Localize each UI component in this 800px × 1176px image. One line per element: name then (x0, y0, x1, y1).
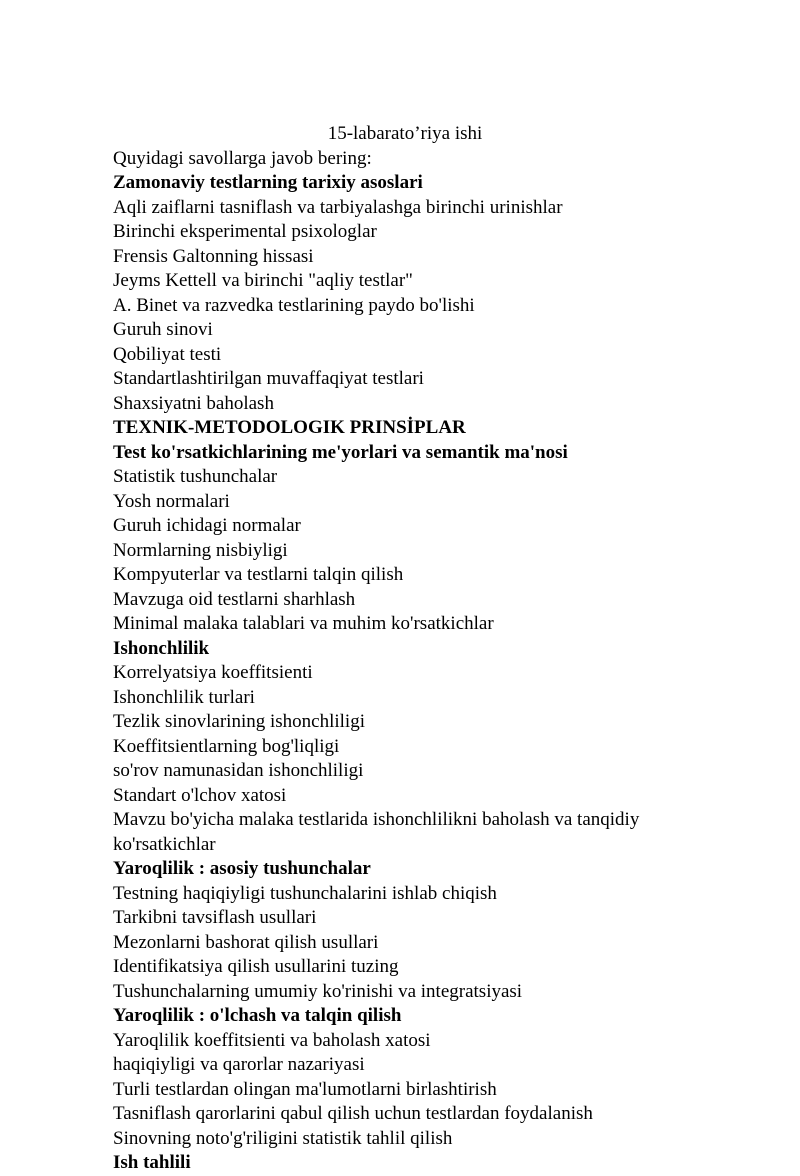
document-line: so'rov namunasidan ishonchliligi (113, 760, 364, 781)
document-line: Aqli zaiflarni tasniflash va tarbiyalashga birinchi urinishlar (113, 196, 563, 218)
document-line: Guruh sinovi (113, 319, 213, 340)
document-line: Mavzu bo'yicha malaka testlarida ishonchlilikni baholash va tanqidiy ko'rsatkichlar (113, 809, 645, 855)
document-line: Mezonlarni bashorat qilish usullari (113, 931, 379, 953)
document-line: Minimal malaka talablari va muhim ko'rsatkichlar (113, 613, 494, 634)
document-line: Mavzuga oid testlarni sharhlash (113, 588, 356, 610)
document-line: Test ko'rsatkichlarining me'yorlari va semantik ma'nosi (113, 441, 568, 463)
document-line: Birinchi eksperimental psixologlar (113, 221, 377, 242)
document-line: Tarkibni tavsiflash usullari (113, 907, 317, 928)
document-line: Standartlashtirilgan muvaffaqiyat testlari (113, 368, 424, 389)
document-line: Yaroqlilik koeffitsienti va baholash xatosi (113, 1029, 431, 1051)
document-line: Jeyms Kettell va birinchi "aqliy testlar" (113, 270, 413, 291)
document-line: Testning haqiqiyligi tushunchalarini ishlab chiqish (113, 882, 497, 904)
document-line: haqiqiyligi va qarorlar nazariyasi (113, 1054, 365, 1075)
document-line: Sinovning noto'g'riligini statistik tahlil qilish (113, 1127, 453, 1149)
document-line: Normlarning nisbiyligi (113, 539, 288, 561)
document-line: A. Binet va razvedka testlarining paydo bo'lishi (113, 294, 475, 316)
document-line: Guruh ichidagi normalar (113, 515, 301, 536)
document-line: Statistik tushunchalar (113, 466, 278, 487)
document-line: Yosh normalari (113, 490, 230, 512)
document-line: Frensis Galtonning hissasi (113, 245, 314, 267)
document-body (113, 147, 745, 1176)
document-line: Zamonaviy testlarning tarixiy asoslari (113, 172, 423, 193)
document-line: Qobiliyat testi (113, 343, 222, 365)
document-title: 15-labarato’riya ishi (327, 123, 483, 144)
document-line: TEXNIK-METODOLOGIK PRINSİPLAR (113, 417, 466, 438)
document-line: Yaroqlilik : o'lchash va talqin qilish (113, 1005, 402, 1026)
document-line: Ishonchlilik turlari (113, 686, 255, 708)
document-line: Korrelyatsiya koeffitsienti (113, 662, 313, 683)
document-line: Yaroqlilik : asosiy tushunchalar (113, 858, 371, 879)
document-line: Tezlik sinovlarining ishonchliligi (113, 711, 365, 732)
document-line: Kompyuterlar va testlarni talqin qilish (113, 564, 404, 585)
document-line: Ishonchlilik (113, 637, 210, 659)
document-line: Ish tahlili (113, 1152, 191, 1173)
document-line: Standart o'lchov xatosi (113, 784, 287, 806)
document-line: Tasniflash qarorlarini qabul qilish uchun testlardan foydalanish (113, 1103, 593, 1124)
document-line: Koeffitsientlarning bog'liqligi (113, 735, 340, 757)
document-line: Tushunchalarning umumiy ko'rinishi va integratsiyasi (113, 980, 523, 1002)
document-line: Quyidagi savollarga javob bering: (113, 147, 372, 169)
document-line: Identifikatsiya qilish usullarini tuzing (113, 956, 399, 977)
document-line: Turli testlardan olingan ma'lumotlarni birlashtirish (113, 1078, 497, 1100)
document-line: Shaxsiyatni baholash (113, 392, 274, 414)
